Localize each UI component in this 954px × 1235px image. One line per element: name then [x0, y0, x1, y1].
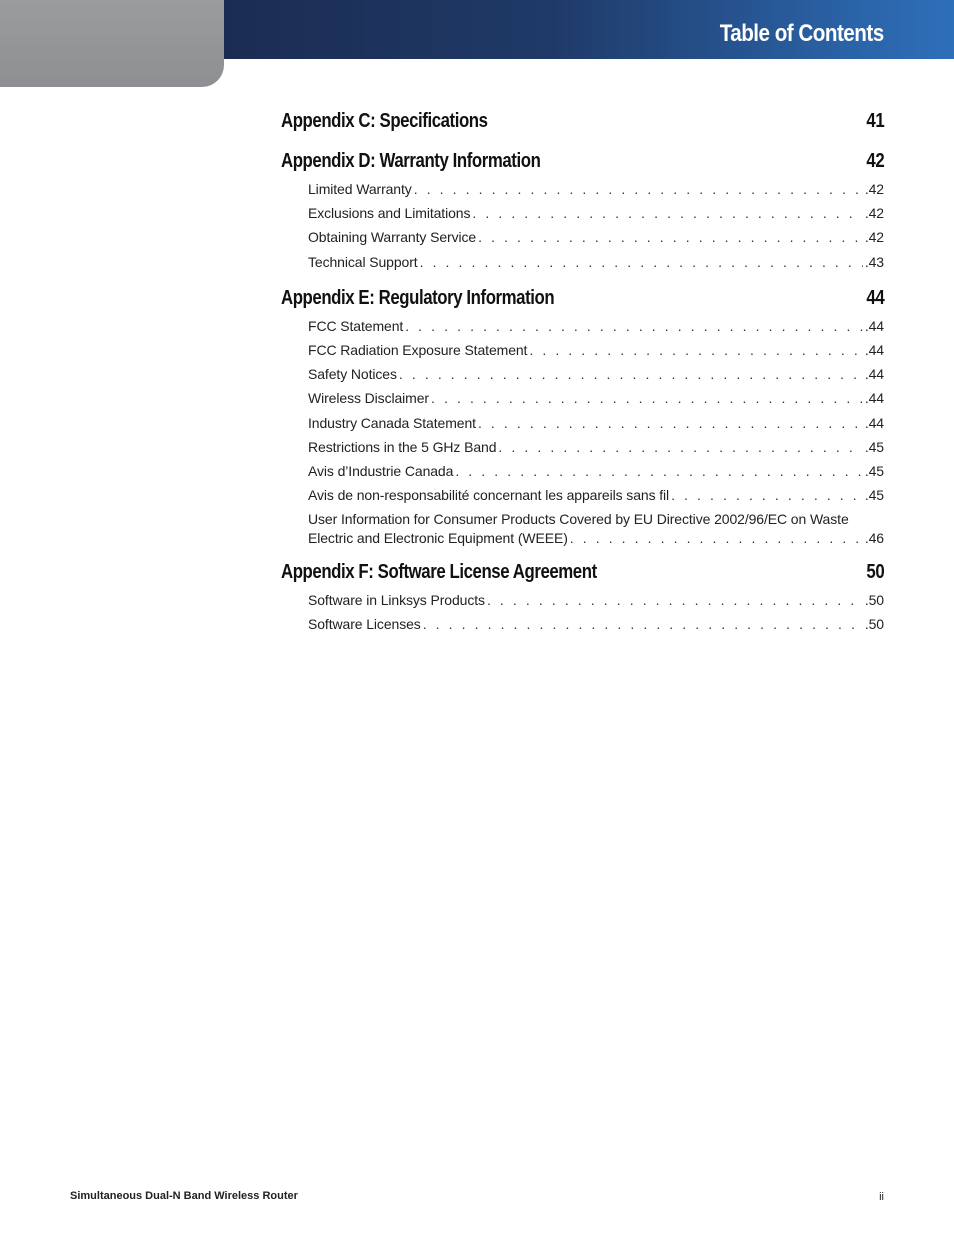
toc-section-appendix-e: [281, 285, 884, 552]
toc-entry[interactable]: [308, 341, 884, 365]
entry-label: Software Licenses: [308, 616, 421, 633]
dot-leader: [405, 317, 863, 336]
section-title: Appendix E: Regulatory Information: [281, 286, 555, 309]
toc-entry[interactable]: [308, 365, 884, 389]
toc-entry[interactable]: [308, 591, 884, 615]
entry-page: .46: [864, 530, 884, 547]
entry-label: Avis de non-responsabilité concernant les appareils sans fil: [308, 487, 670, 504]
entry-label: User Information for Consumer Products Covered by EU Directive 2002/96/EC on Waste: [308, 511, 849, 528]
dot-leader: [570, 529, 863, 548]
section-title: Appendix C: Specifications: [281, 110, 488, 132]
dot-leader: [455, 462, 863, 481]
entry-page: .44: [864, 390, 884, 407]
section-heading[interactable]: [281, 108, 884, 134]
entry-label: Safety Notices: [308, 366, 397, 383]
section-title: Appendix F: Software License Agreement: [281, 561, 597, 584]
section-page: 41: [866, 110, 884, 132]
dot-leader: [431, 389, 863, 408]
section-page: 50: [866, 561, 884, 584]
entry-page: .45: [864, 487, 884, 504]
toc-entry[interactable]: [308, 615, 884, 639]
entry-page: .50: [864, 616, 884, 633]
dot-leader: [414, 180, 863, 199]
dot-leader: [423, 615, 863, 634]
dot-leader: [420, 253, 863, 272]
entry-page: .42: [864, 181, 884, 197]
entry-page: .42: [864, 205, 884, 222]
dot-leader: [529, 341, 862, 360]
header-bar: [224, 0, 954, 59]
entry-label: FCC Radiation Exposure Statement: [308, 341, 528, 358]
toc-entry[interactable]: [308, 228, 884, 252]
toc-entry[interactable]: [308, 414, 884, 438]
toc-entry[interactable]: [308, 438, 884, 462]
dot-leader: [399, 365, 863, 384]
toc-entry[interactable]: [308, 180, 884, 204]
dot-leader: [487, 591, 863, 610]
entry-page: .44: [864, 414, 884, 431]
entry-page: .42: [864, 229, 884, 246]
entry-page: .50: [864, 592, 884, 609]
entry-label: Exclusions and Limitations: [308, 205, 471, 222]
entry-label: Industry Canada Statement: [308, 414, 476, 431]
entry-label-continued: Electric and Electronic Equipment (WEEE): [308, 530, 568, 547]
toc-entry[interactable]: [308, 486, 884, 510]
toc-section-appendix-c: [281, 108, 884, 134]
toc-entry[interactable]: [308, 389, 884, 413]
section-heading[interactable]: [281, 285, 884, 311]
entry-label: Limited Warranty: [308, 181, 412, 197]
section-title: Appendix D: Warranty Information: [281, 150, 541, 172]
dot-leader: [498, 438, 862, 457]
entry-label: Obtaining Warranty Service: [308, 229, 477, 246]
toc-entry[interactable]: [308, 253, 884, 277]
dot-leader: [478, 414, 863, 433]
toc-entry[interactable]: [308, 317, 884, 341]
entry-page: .44: [864, 366, 884, 383]
entry-page: .44: [864, 341, 884, 358]
entry-label: Wireless Disclaimer: [308, 390, 429, 407]
section-heading[interactable]: [281, 148, 884, 174]
section-page: 42: [866, 150, 884, 172]
entry-label: Restrictions in the 5 GHz Band: [308, 438, 497, 455]
dot-leader: [472, 204, 862, 223]
entry-label: FCC Statement: [308, 317, 404, 334]
toc-section-appendix-f: [281, 559, 884, 639]
table-of-contents: [281, 108, 884, 640]
toc-entry[interactable]: [308, 204, 884, 228]
dot-leader: [671, 486, 863, 505]
footer-product-name: Simultaneous Dual-N Band Wireless Router: [70, 1190, 298, 1202]
toc-section-appendix-d: [281, 148, 884, 277]
footer-page-number: ii: [879, 1191, 884, 1203]
dot-leader: [478, 228, 863, 247]
header-gray-tab: [0, 0, 224, 87]
section-heading[interactable]: [281, 559, 884, 585]
entry-page: .45: [864, 462, 884, 479]
entry-page: .44: [864, 317, 884, 334]
toc-entry[interactable]: [308, 462, 884, 486]
entry-label: Avis d’Industrie Canada: [308, 462, 454, 479]
toc-entry[interactable]: [308, 510, 884, 551]
entry-label: Technical Support: [308, 253, 418, 270]
page-title: Table of Contents: [720, 20, 884, 47]
section-page: 44: [866, 286, 884, 309]
entry-page: .43: [864, 253, 884, 270]
entry-label: Software in Linksys Products: [308, 592, 485, 609]
entry-page: .45: [864, 438, 884, 455]
